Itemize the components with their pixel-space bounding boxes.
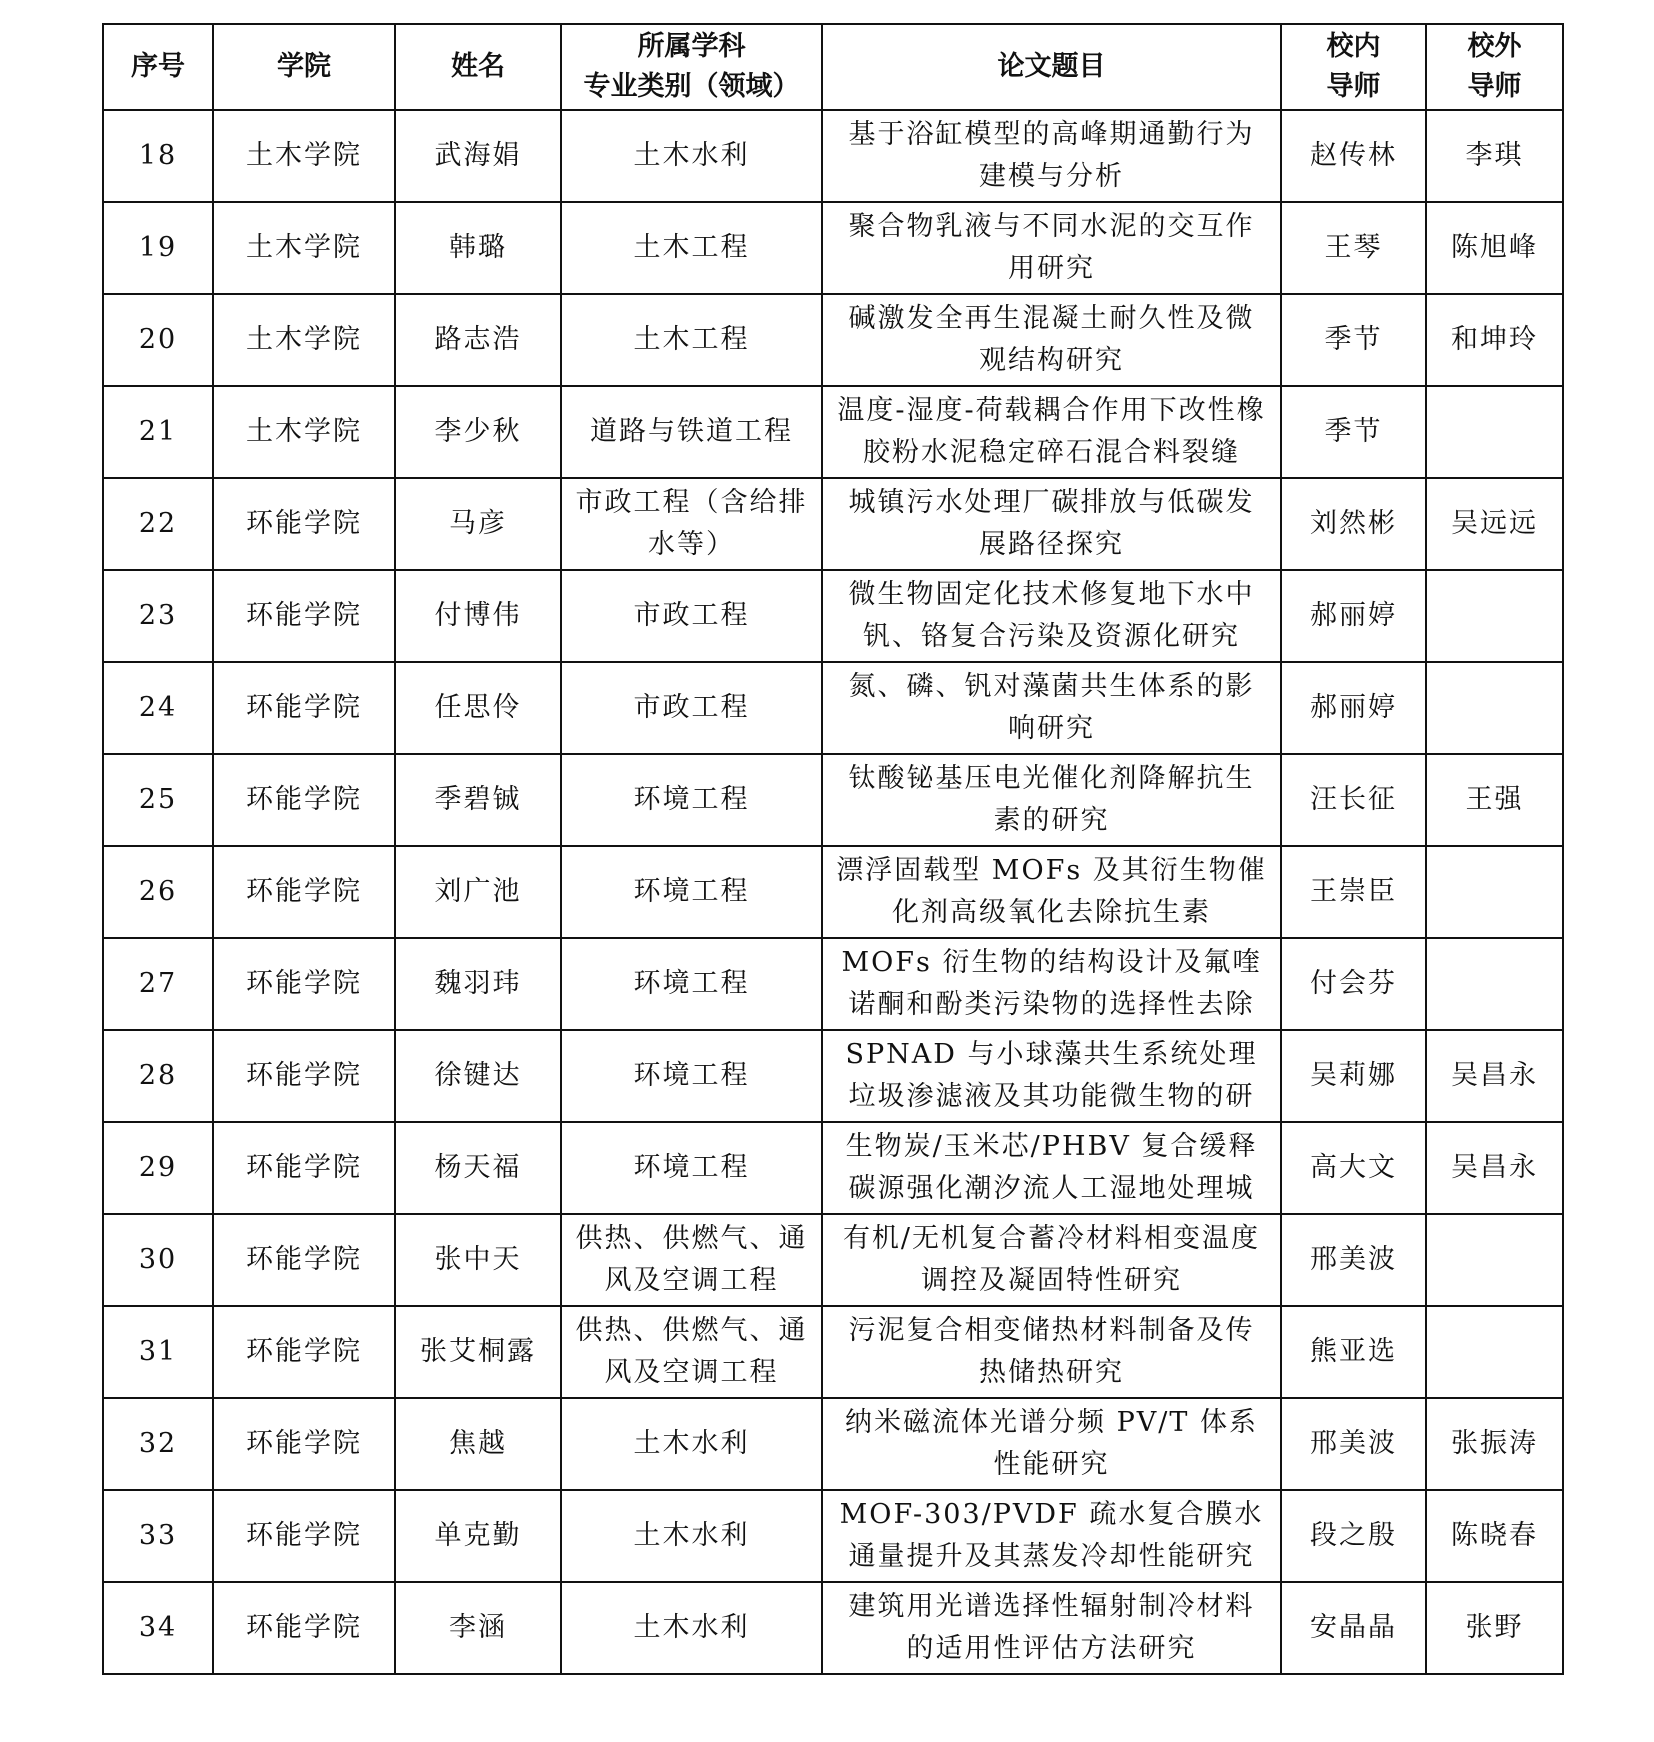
cell-discipline bbox=[561, 386, 822, 478]
header-index: 序号 bbox=[103, 24, 213, 110]
cell-discipline bbox=[561, 1030, 822, 1122]
cell-college-text: 环能学院 bbox=[246, 1152, 362, 1183]
cell-discipline-text: 市政工程（含给排水等） bbox=[575, 487, 808, 560]
table-row bbox=[103, 386, 1563, 478]
cell-discipline bbox=[561, 1582, 822, 1674]
cell-name bbox=[395, 110, 561, 202]
cell-name-text: 李涵 bbox=[449, 1612, 507, 1643]
cell-college-text: 环能学院 bbox=[246, 508, 362, 539]
cell-college bbox=[213, 1306, 395, 1398]
cell-index-text: 27 bbox=[138, 968, 178, 999]
cell-internal-advisor bbox=[1281, 846, 1426, 938]
cell-title bbox=[822, 294, 1281, 386]
header-external-line2: 导师 bbox=[1467, 71, 1522, 102]
cell-index bbox=[103, 662, 213, 754]
cell-college bbox=[213, 110, 395, 202]
cell-internal-advisor-text: 郝丽婷 bbox=[1310, 600, 1397, 631]
cell-discipline-text: 土木水利 bbox=[633, 1612, 750, 1643]
cell-index bbox=[103, 478, 213, 570]
header-college: 学院 bbox=[213, 24, 395, 110]
cell-name-text: 单克勤 bbox=[434, 1520, 522, 1551]
cell-index bbox=[103, 570, 213, 662]
cell-internal-advisor-text: 王琴 bbox=[1324, 232, 1383, 263]
table-header bbox=[103, 24, 1563, 110]
cell-external-advisor bbox=[1426, 1122, 1563, 1214]
cell-name-text: 季碧铖 bbox=[434, 784, 522, 815]
cell-index bbox=[103, 1214, 213, 1306]
cell-discipline bbox=[561, 846, 822, 938]
table-row bbox=[103, 662, 1563, 754]
cell-discipline bbox=[561, 110, 822, 202]
cell-external-advisor bbox=[1426, 662, 1563, 754]
cell-college-text: 环能学院 bbox=[246, 1520, 362, 1551]
cell-college bbox=[213, 846, 395, 938]
cell-college bbox=[213, 938, 395, 1030]
cell-name bbox=[395, 570, 561, 662]
cell-index bbox=[103, 1398, 213, 1490]
cell-discipline-text: 土木水利 bbox=[633, 1428, 750, 1459]
header-discipline bbox=[561, 24, 822, 110]
cell-discipline-text: 环境工程 bbox=[633, 1060, 750, 1091]
cell-college-text: 土木学院 bbox=[246, 140, 362, 171]
table-row bbox=[103, 1122, 1563, 1214]
table-row bbox=[103, 478, 1563, 570]
cell-name bbox=[395, 754, 561, 846]
cell-index bbox=[103, 294, 213, 386]
cell-title-text: MOF-303/PVDF 疏水复合膜水通量提升及其蒸发冷却性能研究 bbox=[839, 1499, 1264, 1572]
cell-title-text: 钛酸铋基压电光催化剂降解抗生素的研究 bbox=[848, 763, 1255, 836]
cell-internal-advisor bbox=[1281, 1122, 1426, 1214]
cell-discipline bbox=[561, 1122, 822, 1214]
cell-index-text: 21 bbox=[138, 416, 178, 447]
cell-name bbox=[395, 1214, 561, 1306]
cell-internal-advisor-text: 安晶晶 bbox=[1310, 1612, 1397, 1643]
table-row bbox=[103, 1490, 1563, 1582]
cell-index bbox=[103, 846, 213, 938]
cell-title bbox=[822, 846, 1281, 938]
cell-discipline-text: 环境工程 bbox=[633, 784, 750, 815]
cell-internal-advisor bbox=[1281, 1030, 1426, 1122]
cell-external-advisor-text: 和坤玲 bbox=[1451, 324, 1538, 355]
cell-college bbox=[213, 1398, 395, 1490]
cell-title-text: 有机/无机复合蓄冷材料相变温度调控及凝固特性研究 bbox=[842, 1223, 1261, 1296]
cell-index-text: 26 bbox=[138, 876, 178, 907]
cell-internal-advisor-text: 赵传林 bbox=[1310, 140, 1397, 171]
cell-internal-advisor bbox=[1281, 938, 1426, 1030]
cell-name bbox=[395, 662, 561, 754]
cell-discipline bbox=[561, 478, 822, 570]
cell-name bbox=[395, 846, 561, 938]
cell-external-advisor-text: 张振涛 bbox=[1451, 1428, 1538, 1459]
cell-index-text: 30 bbox=[138, 1244, 178, 1275]
cell-college bbox=[213, 1214, 395, 1306]
cell-discipline-text: 土木水利 bbox=[633, 1520, 750, 1551]
cell-title bbox=[822, 1306, 1281, 1398]
cell-discipline-text: 供热、供燃气、通风及空调工程 bbox=[575, 1315, 808, 1388]
header-title: 论文题目 bbox=[822, 24, 1281, 110]
cell-index-text: 32 bbox=[138, 1428, 178, 1459]
table-row bbox=[103, 938, 1563, 1030]
cell-internal-advisor bbox=[1281, 1490, 1426, 1582]
cell-college bbox=[213, 1030, 395, 1122]
cell-name bbox=[395, 202, 561, 294]
cell-discipline bbox=[561, 754, 822, 846]
cell-external-advisor bbox=[1426, 1398, 1563, 1490]
cell-name-text: 路志浩 bbox=[434, 324, 522, 355]
header-discipline-line1: 所属学科 bbox=[637, 31, 746, 62]
table-row bbox=[103, 110, 1563, 202]
cell-title bbox=[822, 202, 1281, 294]
cell-internal-advisor bbox=[1281, 294, 1426, 386]
cell-index-text: 33 bbox=[138, 1520, 178, 1551]
cell-external-advisor-text: 李琪 bbox=[1465, 140, 1524, 171]
cell-external-advisor-text: 陈旭峰 bbox=[1451, 232, 1538, 263]
table-row bbox=[103, 1398, 1563, 1490]
cell-internal-advisor-text: 高大文 bbox=[1310, 1152, 1397, 1183]
cell-title-text: 城镇污水处理厂碳排放与低碳发展路径探究 bbox=[848, 487, 1255, 560]
cell-external-advisor-text: 陈晓春 bbox=[1451, 1520, 1538, 1551]
cell-title-text: 聚合物乳液与不同水泥的交互作用研究 bbox=[848, 211, 1255, 284]
cell-internal-advisor bbox=[1281, 754, 1426, 846]
cell-internal-advisor bbox=[1281, 110, 1426, 202]
cell-college-text: 环能学院 bbox=[246, 968, 362, 999]
cell-name-text: 杨天福 bbox=[434, 1152, 522, 1183]
cell-discipline bbox=[561, 1214, 822, 1306]
cell-name-text: 付博伟 bbox=[434, 600, 522, 631]
cell-title-text: 微生物固定化技术修复地下水中钒、铬复合污染及资源化研究 bbox=[848, 579, 1255, 652]
cell-index-text: 20 bbox=[138, 324, 178, 355]
cell-title bbox=[822, 938, 1281, 1030]
cell-index bbox=[103, 1306, 213, 1398]
cell-college-text: 环能学院 bbox=[246, 1244, 362, 1275]
header-row bbox=[103, 24, 1563, 110]
table-row bbox=[103, 1030, 1563, 1122]
cell-college-text: 土木学院 bbox=[246, 324, 362, 355]
cell-internal-advisor-text: 郝丽婷 bbox=[1310, 692, 1397, 723]
cell-discipline bbox=[561, 1398, 822, 1490]
cell-title-text: 污泥复合相变储热材料制备及传热储热研究 bbox=[848, 1315, 1255, 1388]
cell-index-text: 23 bbox=[138, 600, 178, 631]
cell-index bbox=[103, 938, 213, 1030]
cell-college bbox=[213, 1582, 395, 1674]
cell-college-text: 环能学院 bbox=[246, 692, 362, 723]
cell-index-text: 25 bbox=[138, 784, 178, 815]
cell-title bbox=[822, 1398, 1281, 1490]
cell-college-text: 环能学院 bbox=[246, 1060, 362, 1091]
cell-external-advisor bbox=[1426, 1214, 1563, 1306]
cell-name-text: 张艾桐露 bbox=[420, 1336, 536, 1367]
table-row bbox=[103, 294, 1563, 386]
cell-index bbox=[103, 202, 213, 294]
table-row bbox=[103, 846, 1563, 938]
cell-index bbox=[103, 110, 213, 202]
cell-title-text: 温度-湿度-荷载耦合作用下改性橡胶粉水泥稳定碎石混合料裂缝 bbox=[837, 395, 1266, 468]
cell-discipline-text: 供热、供燃气、通风及空调工程 bbox=[575, 1223, 808, 1296]
cell-college-text: 环能学院 bbox=[246, 1336, 362, 1367]
cell-external-advisor bbox=[1426, 754, 1563, 846]
cell-index-text: 31 bbox=[138, 1336, 178, 1367]
cell-name-text: 李少秋 bbox=[434, 416, 522, 447]
header-external-advisor bbox=[1426, 24, 1563, 110]
header-name: 姓名 bbox=[395, 24, 561, 110]
cell-college bbox=[213, 754, 395, 846]
cell-name-text: 马彦 bbox=[449, 508, 507, 539]
cell-college bbox=[213, 570, 395, 662]
table-row bbox=[103, 202, 1563, 294]
cell-college-text: 土木学院 bbox=[246, 416, 362, 447]
cell-internal-advisor-text: 季节 bbox=[1324, 324, 1383, 355]
header-internal-advisor bbox=[1281, 24, 1426, 110]
cell-external-advisor bbox=[1426, 110, 1563, 202]
cell-name-text: 韩璐 bbox=[449, 232, 507, 263]
cell-title bbox=[822, 1214, 1281, 1306]
cell-discipline bbox=[561, 294, 822, 386]
cell-index-text: 29 bbox=[138, 1152, 178, 1183]
cell-external-advisor bbox=[1426, 570, 1563, 662]
cell-name bbox=[395, 1306, 561, 1398]
cell-name-text: 焦越 bbox=[449, 1428, 507, 1459]
cell-external-advisor bbox=[1426, 478, 1563, 570]
cell-internal-advisor bbox=[1281, 1306, 1426, 1398]
cell-title bbox=[822, 1582, 1281, 1674]
cell-name-text: 张中天 bbox=[434, 1244, 522, 1275]
cell-name-text: 徐键达 bbox=[434, 1060, 522, 1091]
cell-discipline bbox=[561, 202, 822, 294]
cell-external-advisor bbox=[1426, 1582, 1563, 1674]
cell-discipline-text: 市政工程 bbox=[633, 600, 750, 631]
cell-internal-advisor bbox=[1281, 1214, 1426, 1306]
cell-external-advisor bbox=[1426, 938, 1563, 1030]
cell-college bbox=[213, 202, 395, 294]
cell-discipline bbox=[561, 662, 822, 754]
cell-title-text: 碱激发全再生混凝土耐久性及微观结构研究 bbox=[848, 303, 1255, 376]
cell-discipline bbox=[561, 938, 822, 1030]
cell-name bbox=[395, 478, 561, 570]
table-body bbox=[103, 110, 1563, 1674]
cell-title bbox=[822, 570, 1281, 662]
cell-college bbox=[213, 1490, 395, 1582]
cell-name bbox=[395, 1582, 561, 1674]
cell-name bbox=[395, 1122, 561, 1214]
cell-discipline-text: 环境工程 bbox=[633, 876, 750, 907]
cell-title-text: 纳米磁流体光谱分频 PV/T 体系性能研究 bbox=[845, 1407, 1258, 1480]
cell-internal-advisor-text: 付会芬 bbox=[1310, 968, 1397, 999]
cell-college-text: 环能学院 bbox=[246, 1612, 362, 1643]
cell-internal-advisor bbox=[1281, 570, 1426, 662]
cell-internal-advisor bbox=[1281, 386, 1426, 478]
cell-title-text: 基于浴缸模型的高峰期通勤行为建模与分析 bbox=[848, 119, 1255, 192]
cell-title bbox=[822, 110, 1281, 202]
cell-discipline bbox=[561, 570, 822, 662]
cell-title-text: 建筑用光谱选择性辐射制冷材料的适用性评估方法研究 bbox=[848, 1591, 1255, 1664]
cell-internal-advisor bbox=[1281, 478, 1426, 570]
cell-external-advisor bbox=[1426, 1306, 1563, 1398]
cell-internal-advisor-text: 汪长征 bbox=[1310, 784, 1397, 815]
cell-index bbox=[103, 386, 213, 478]
cell-college-text: 环能学院 bbox=[246, 876, 362, 907]
cell-college bbox=[213, 294, 395, 386]
cell-internal-advisor bbox=[1281, 202, 1426, 294]
cell-name bbox=[395, 1030, 561, 1122]
cell-college bbox=[213, 386, 395, 478]
cell-index-text: 28 bbox=[138, 1060, 178, 1091]
cell-title bbox=[822, 1030, 1281, 1122]
cell-internal-advisor-text: 季节 bbox=[1324, 416, 1383, 447]
cell-name bbox=[395, 1398, 561, 1490]
cell-college bbox=[213, 478, 395, 570]
cell-title bbox=[822, 754, 1281, 846]
cell-title bbox=[822, 1122, 1281, 1214]
header-internal-line1: 校内 bbox=[1326, 31, 1381, 62]
cell-college-text: 土木学院 bbox=[246, 232, 362, 263]
cell-name-text: 刘广池 bbox=[434, 876, 522, 907]
cell-title-text: SPNAD 与小球藻共生系统处理垃圾渗滤液及其功能微生物的研 bbox=[845, 1039, 1258, 1112]
cell-discipline-text: 环境工程 bbox=[633, 968, 750, 999]
cell-name-text: 魏羽玮 bbox=[434, 968, 522, 999]
thesis-roster-table bbox=[102, 23, 1564, 1675]
cell-internal-advisor-text: 王崇臣 bbox=[1310, 876, 1397, 907]
cell-index-text: 19 bbox=[138, 232, 178, 263]
cell-discipline-text: 土木工程 bbox=[633, 324, 750, 355]
table-row bbox=[103, 570, 1563, 662]
cell-internal-advisor-text: 邢美波 bbox=[1310, 1428, 1397, 1459]
cell-external-advisor bbox=[1426, 846, 1563, 938]
cell-discipline-text: 土木工程 bbox=[633, 232, 750, 263]
cell-name-text: 武海娟 bbox=[434, 140, 522, 171]
cell-index bbox=[103, 1122, 213, 1214]
cell-name bbox=[395, 386, 561, 478]
cell-index bbox=[103, 1490, 213, 1582]
cell-college-text: 环能学院 bbox=[246, 784, 362, 815]
cell-internal-advisor-text: 熊亚选 bbox=[1310, 1336, 1397, 1367]
cell-internal-advisor bbox=[1281, 1398, 1426, 1490]
cell-name-text: 任思伶 bbox=[434, 692, 522, 723]
cell-external-advisor bbox=[1426, 386, 1563, 478]
cell-title-text: MOFs 衍生物的结构设计及氟喹诺酮和酚类污染物的选择性去除 bbox=[841, 947, 1262, 1020]
cell-college-text: 环能学院 bbox=[246, 1428, 362, 1459]
cell-college bbox=[213, 1122, 395, 1214]
cell-discipline bbox=[561, 1490, 822, 1582]
cell-index-text: 18 bbox=[138, 140, 178, 171]
cell-internal-advisor bbox=[1281, 1582, 1426, 1674]
cell-discipline bbox=[561, 1306, 822, 1398]
cell-internal-advisor-text: 刘然彬 bbox=[1310, 508, 1397, 539]
cell-external-advisor-text: 吴远远 bbox=[1451, 508, 1538, 539]
cell-college bbox=[213, 662, 395, 754]
cell-title bbox=[822, 662, 1281, 754]
cell-name bbox=[395, 1490, 561, 1582]
cell-index-text: 34 bbox=[138, 1612, 178, 1643]
header-discipline-line2: 专业类别（领域） bbox=[583, 71, 800, 102]
cell-index-text: 22 bbox=[138, 508, 178, 539]
cell-title bbox=[822, 1490, 1281, 1582]
header-external-line1: 校外 bbox=[1467, 31, 1522, 62]
cell-discipline-text: 土木水利 bbox=[633, 140, 750, 171]
cell-external-advisor-text: 王强 bbox=[1465, 784, 1524, 815]
cell-name bbox=[395, 294, 561, 386]
cell-title-text: 生物炭/玉米芯/PHBV 复合缓释碳源强化潮汐流人工湿地处理城 bbox=[845, 1131, 1258, 1204]
cell-discipline-text: 道路与铁道工程 bbox=[590, 416, 793, 447]
header-internal-line2: 导师 bbox=[1326, 71, 1381, 102]
document-page bbox=[102, 23, 1564, 1675]
cell-index-text: 24 bbox=[138, 692, 178, 723]
table-row bbox=[103, 1306, 1563, 1398]
cell-name bbox=[395, 938, 561, 1030]
cell-internal-advisor bbox=[1281, 662, 1426, 754]
cell-internal-advisor-text: 邢美波 bbox=[1310, 1244, 1397, 1275]
cell-title bbox=[822, 478, 1281, 570]
cell-external-advisor-text: 张野 bbox=[1465, 1612, 1524, 1643]
table-row bbox=[103, 1214, 1563, 1306]
cell-index bbox=[103, 1030, 213, 1122]
cell-index bbox=[103, 1582, 213, 1674]
cell-external-advisor bbox=[1426, 294, 1563, 386]
cell-title-text: 漂浮固载型 MOFs 及其衍生物催化剂高级氧化去除抗生素 bbox=[836, 855, 1267, 928]
cell-internal-advisor-text: 吴莉娜 bbox=[1310, 1060, 1397, 1091]
cell-discipline-text: 环境工程 bbox=[633, 1152, 750, 1183]
cell-title-text: 氮、磷、钒对藻菌共生体系的影响研究 bbox=[848, 671, 1255, 744]
cell-external-advisor bbox=[1426, 202, 1563, 294]
cell-discipline-text: 市政工程 bbox=[633, 692, 750, 723]
cell-external-advisor-text: 吴昌永 bbox=[1451, 1060, 1538, 1091]
cell-external-advisor-text: 吴昌永 bbox=[1451, 1152, 1538, 1183]
cell-external-advisor bbox=[1426, 1030, 1563, 1122]
cell-title bbox=[822, 386, 1281, 478]
cell-college-text: 环能学院 bbox=[246, 600, 362, 631]
table-row bbox=[103, 754, 1563, 846]
cell-external-advisor bbox=[1426, 1490, 1563, 1582]
table-row bbox=[103, 1582, 1563, 1674]
cell-index bbox=[103, 754, 213, 846]
cell-internal-advisor-text: 段之殷 bbox=[1310, 1520, 1397, 1551]
